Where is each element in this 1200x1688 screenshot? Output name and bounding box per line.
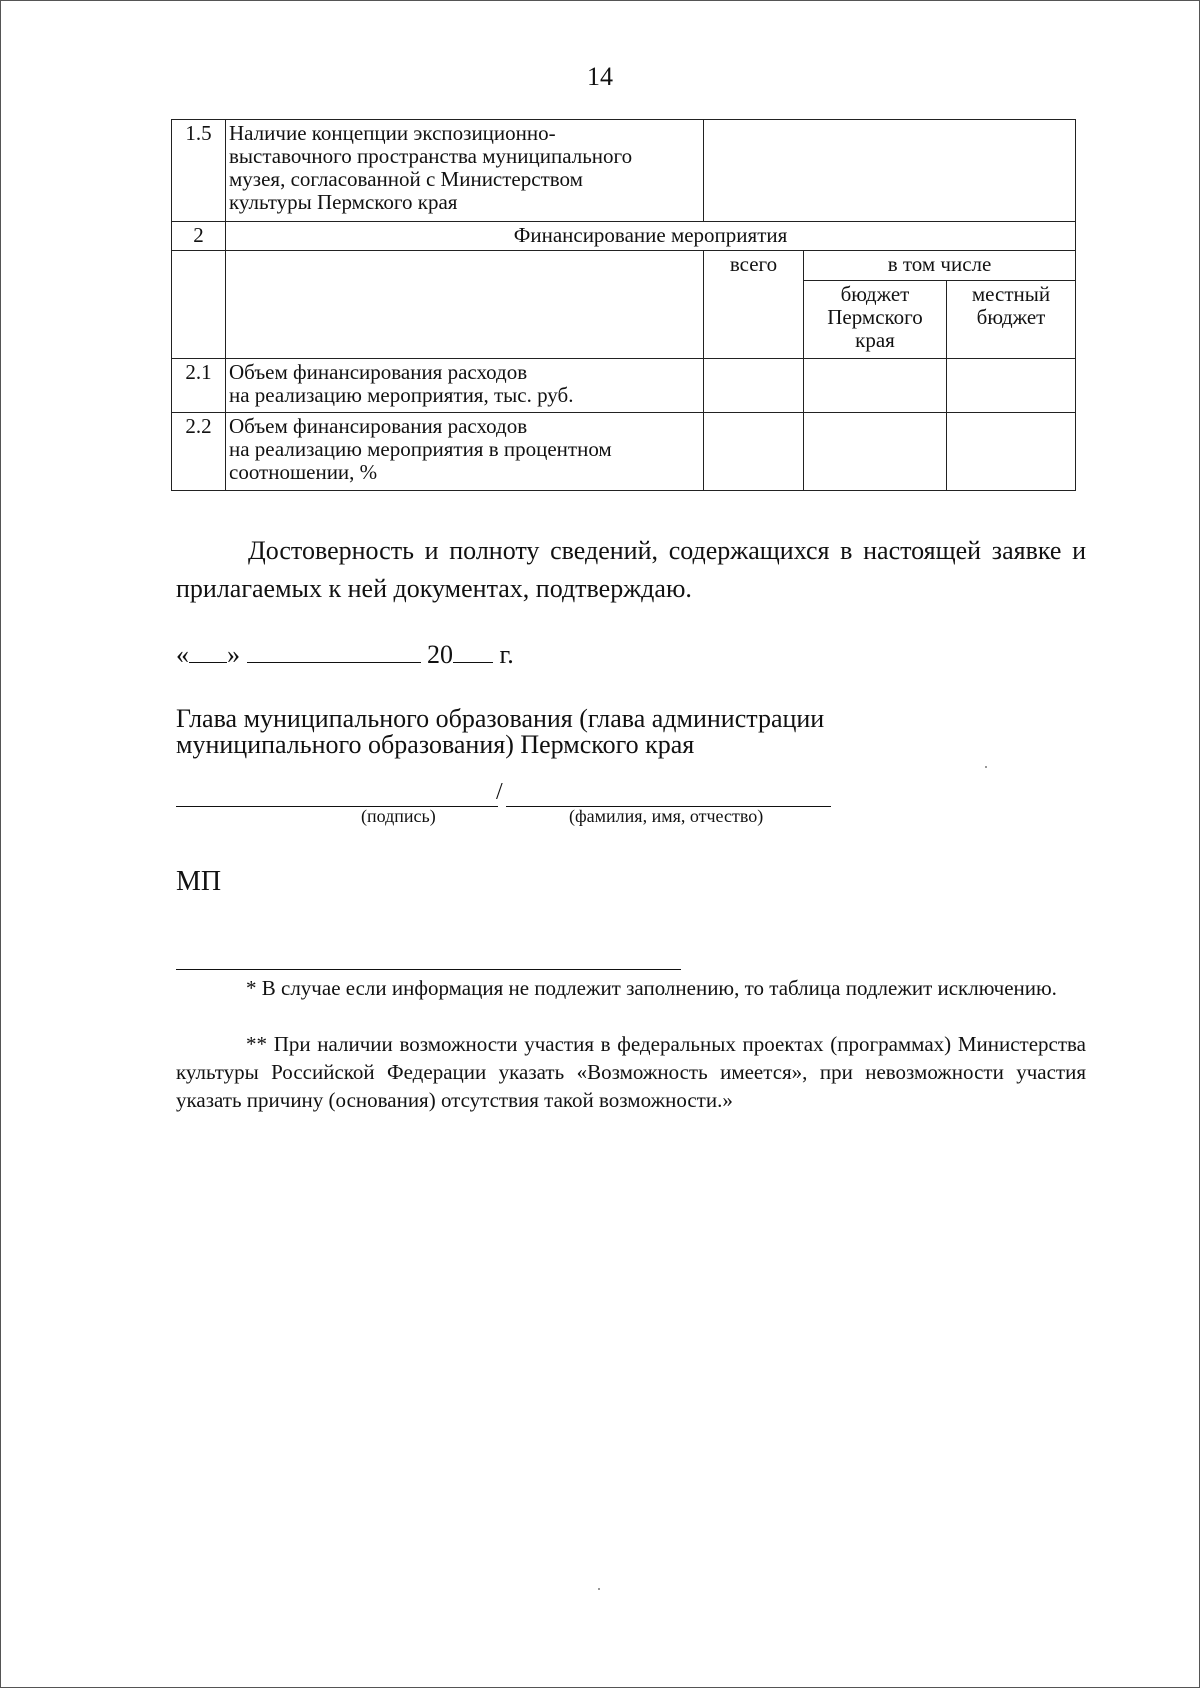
- row-description: [226, 120, 704, 222]
- header-including: в том числе: [804, 251, 1076, 281]
- table-row-1-5: [172, 120, 1076, 222]
- text-line: соотношении, %: [229, 460, 378, 484]
- row-number: 2: [172, 222, 226, 251]
- text-line: музея, согласованной с Министерством: [229, 167, 583, 191]
- table-row-2-1: [172, 359, 1076, 413]
- header-line: местный: [971, 282, 1051, 306]
- value-cell: [804, 413, 947, 491]
- row-description: [226, 359, 704, 413]
- empty-cell: [226, 251, 704, 359]
- signature-line: [176, 806, 498, 807]
- footnote-text: * В случае если информация не подлежит заполнению, то таблица подлежит исключению.: [246, 976, 1057, 1000]
- scan-speck: [985, 766, 987, 768]
- page-number: 14: [587, 62, 613, 91]
- header-line: бюджет: [840, 282, 910, 306]
- head-title-line: Глава муниципального образования (глава администрации: [176, 704, 825, 733]
- day-blank: [189, 640, 227, 663]
- row-number: 2.1: [172, 359, 226, 413]
- header-regional-budget: [804, 281, 947, 359]
- signature-caption: (подпись): [361, 806, 436, 826]
- header-total: всего: [704, 251, 804, 359]
- head-title-line: муниципального образования) Пермского края: [176, 730, 695, 759]
- value-cell: [804, 359, 947, 413]
- footnote-text: ** При наличии возможности участия в федеральных проектах (программах) Министерства культуры Российской Федерации указать «Возможность имеется», при невозможности участия указать причину (основания) отсутствия такой возможности.»: [176, 1032, 1086, 1112]
- text-line: Объем финансирования расходов: [229, 414, 528, 438]
- row-description: [226, 413, 704, 491]
- scan-speck: [598, 1588, 600, 1590]
- table-row-2: [172, 222, 1076, 251]
- row-value-cell: [704, 120, 1076, 222]
- header-line: края: [855, 328, 895, 352]
- value-cell: [947, 413, 1076, 491]
- close-quote: »: [227, 640, 240, 669]
- stamp-label: МП: [176, 866, 222, 897]
- empty-cell: [172, 251, 226, 359]
- header-line: Пермского: [827, 305, 923, 329]
- header-line: бюджет: [976, 305, 1046, 329]
- month-blank: [247, 640, 421, 663]
- footnote-1: [176, 974, 1086, 1002]
- row-number: 2.2: [172, 413, 226, 491]
- header-local-budget: [947, 281, 1076, 359]
- application-table: [171, 119, 1076, 491]
- confirmation-paragraph: [176, 532, 1086, 608]
- name-caption: (фамилия, имя, отчество): [569, 806, 764, 826]
- value-cell: [947, 359, 1076, 413]
- text-line: культуры Пермского края: [229, 190, 458, 214]
- value-cell: [704, 413, 804, 491]
- section-title: Финансирование мероприятия: [226, 222, 1076, 251]
- row-number: 1.5: [172, 120, 226, 222]
- table-header-row-1: [172, 251, 1076, 281]
- text-line: Наличие концепции экспозиционно-: [229, 121, 556, 145]
- year-blank: [453, 640, 493, 663]
- footnote-rule: [176, 969, 681, 970]
- century: 20: [427, 640, 453, 669]
- date-line: [176, 640, 514, 670]
- text-line: на реализацию мероприятия, тыс. руб.: [229, 383, 574, 407]
- signature-slash: /: [496, 779, 503, 805]
- text-line: выставочного пространства муниципального: [229, 144, 633, 168]
- confirmation-text: Достоверность и полноту сведений, содержащихся в настоящей заявке и прилагаемых к ней документах, подтверждаю.: [176, 536, 1086, 603]
- head-title: [176, 706, 1076, 758]
- text-line: Объем финансирования расходов: [229, 360, 528, 384]
- footnote-2: [176, 1030, 1086, 1114]
- year-suffix: г.: [499, 640, 514, 669]
- table-row-2-2: [172, 413, 1076, 491]
- value-cell: [704, 359, 804, 413]
- text-line: на реализацию мероприятия в процентном: [229, 437, 612, 461]
- open-quote: «: [176, 640, 189, 669]
